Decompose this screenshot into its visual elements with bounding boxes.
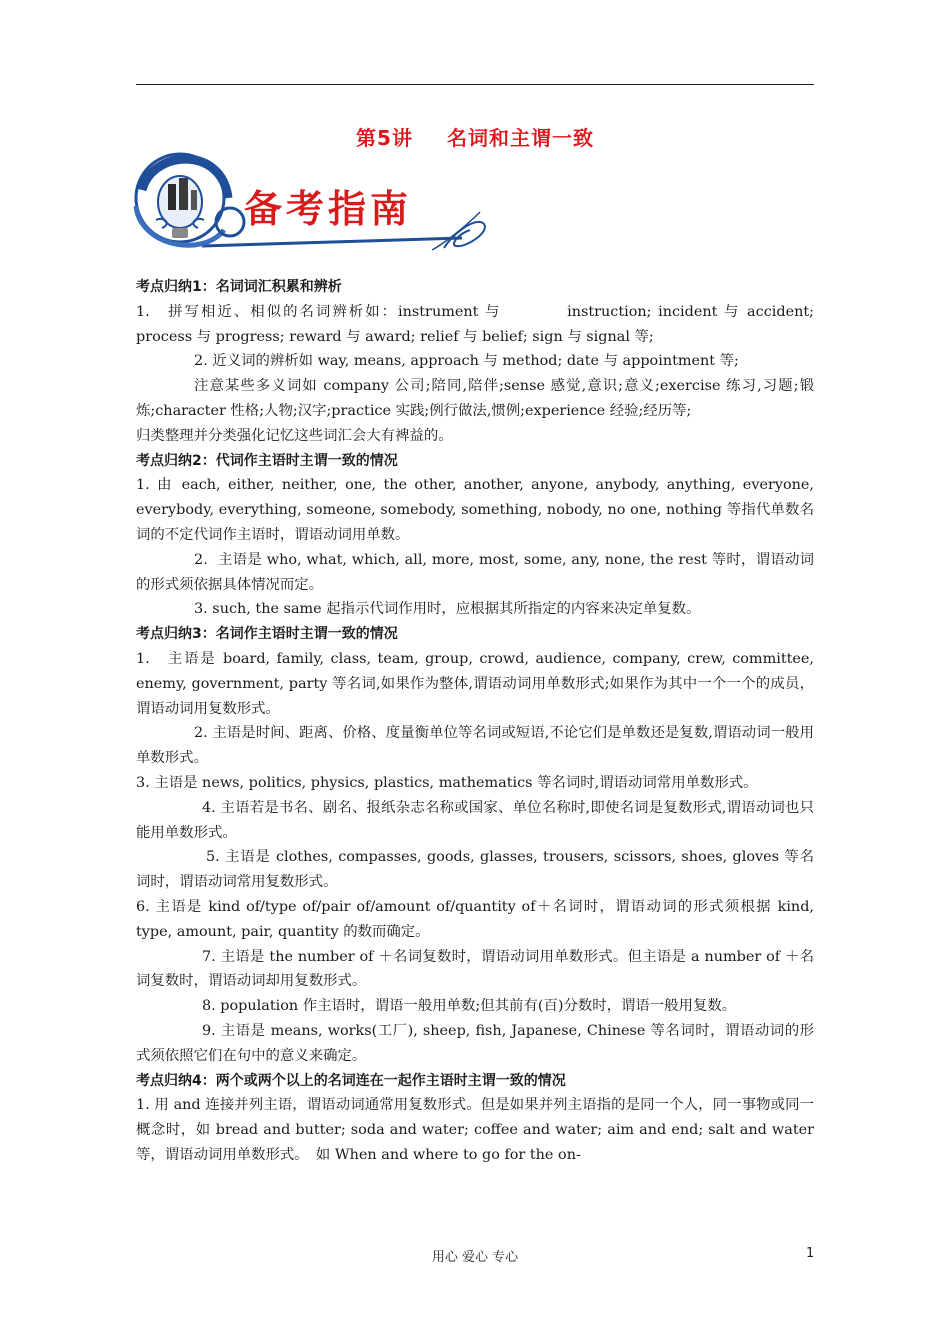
paragraph: 2. 主语是时间、距离、价格、度量衡单位等名词或短语,不论它们是单数还是复数,谓语动词一般用单数形式。 bbox=[136, 725, 814, 767]
title-topic: 名词和主谓一致 bbox=[446, 126, 594, 150]
beikao-zhinan-banner bbox=[132, 150, 492, 265]
footer-motto: 用心 爱心 专心 bbox=[431, 1250, 519, 1265]
paragraph: 9. 主语是 means, works(工厂), sheep, fish, Japanese, Chinese 等名词时，谓语动词的形式须依照它们在句中的意义来确定。 bbox=[136, 1022, 814, 1064]
banner-text: 备考指南 bbox=[244, 187, 413, 231]
section-heading: 考点归纳1：名词词汇积累和辨析 bbox=[136, 279, 342, 295]
paragraph: 1. 用 and 连接并列主语，谓语动词通常用复数形式。但是如果并列主语指的是同一个人，同一事物或同一概念时，如 bread and butter; soda and water; coffee and water; aim and end; salt and water 等，谓语动词用单数形式。 如 When and where to go for the on- bbox=[136, 1097, 814, 1163]
paragraph: 1. 由 each, either, neither, one, the other, another, anyone, anybody, anything, everyone, everybody, everything, someone, somebody, something, nobody, no one, nothing 等指代单数名词的不定代词作主语时，谓语动词用单数。 bbox=[136, 477, 814, 543]
paragraph: 4. 主语若是书名、剧名、报纸杂志名称或国家、单位名称时,即使名词是复数形式,谓语动词也只能用单数形式。 bbox=[136, 799, 814, 841]
document-body bbox=[136, 275, 814, 1168]
section-heading: 考点归纳3：名词作主语时主谓一致的情况 bbox=[136, 626, 398, 643]
section-heading: 考点归纳4：两个或两个以上的名词连在一起作主语时主谓一致的情况 bbox=[136, 1072, 566, 1089]
paragraph: 5. 主语是 clothes, compasses, goods, glasses, trousers, scissors, shoes, gloves 等名词时，谓语动词常用复数形式。 bbox=[136, 849, 814, 891]
paragraph: 注意某些多义词如 company 公司;陪同,陪伴;sense 感觉,意识;意义;exercise 练习,习题;锻炼;character 性格;人物;汉字;practice 实践;例行做法,惯例;experience 经验;经历等; bbox=[136, 378, 814, 419]
section-heading: 考点归纳2：代词作主语时主谓一致的情况 bbox=[136, 452, 398, 469]
header-rule bbox=[136, 84, 814, 85]
paragraph: 2．主语是 who, what, which, all, more, most, some, any, none, the rest 等时，谓语动词的形式须依据具体情况而定。 bbox=[136, 551, 814, 593]
paragraph: 8. population 作主语时，谓语一般用单数;但其前有(百)分数时，谓语一般用复数。 bbox=[202, 998, 737, 1015]
paragraph: 6. 主语是 kind of/type of/pair of/amount of/quantity of＋名词时，谓语动词的形式须根据 kind, type, amount, pair, quantity 的数而确定。 bbox=[136, 898, 814, 940]
paragraph: 归类整理并分类强化记忆这些词汇会大有裨益的。 bbox=[136, 427, 453, 444]
paperclip-swirl-icon bbox=[432, 212, 485, 250]
paragraph: 1. 主语是 board, family, class, team, group, crowd, audience, company, crew, committee, enemy, government, party 等名词,如果作为整体,谓语动词用单数形式;如果作为其中一个一个的成员，谓语动词用复数形式。 bbox=[136, 650, 814, 717]
banner-swoosh bbox=[202, 238, 462, 246]
paragraph: 3. 主语是 news, politics, physics, plastics, mathematics 等名词时,谓语动词常用单数形式。 bbox=[136, 774, 758, 791]
page-number: 1 bbox=[806, 1246, 815, 1261]
paragraph: 2. 近义词的辨析如 way, means, approach 与 method; date 与 appointment 等; bbox=[194, 353, 739, 370]
paragraph: 3. such, the same 起指示代词作用时，应根据其所指定的内容来决定单复数。 bbox=[194, 601, 701, 618]
globe-lightbulb-icon bbox=[136, 154, 244, 245]
paragraph: 1. 拼写相近、相似的名词辨析如：instrument 与 instruction; incident 与 accident; process 与 progress; reward 与 award; relief 与 belief; sign 与 signal 等; bbox=[136, 303, 814, 345]
page-title bbox=[0, 122, 950, 151]
paragraph: 7. 主语是 the number of ＋名词复数时，谓语动词用单数形式。但主语是 a number of ＋名词复数时，谓语动词却用复数形式。 bbox=[136, 948, 814, 990]
title-lesson-number: 第5讲 bbox=[356, 126, 413, 150]
